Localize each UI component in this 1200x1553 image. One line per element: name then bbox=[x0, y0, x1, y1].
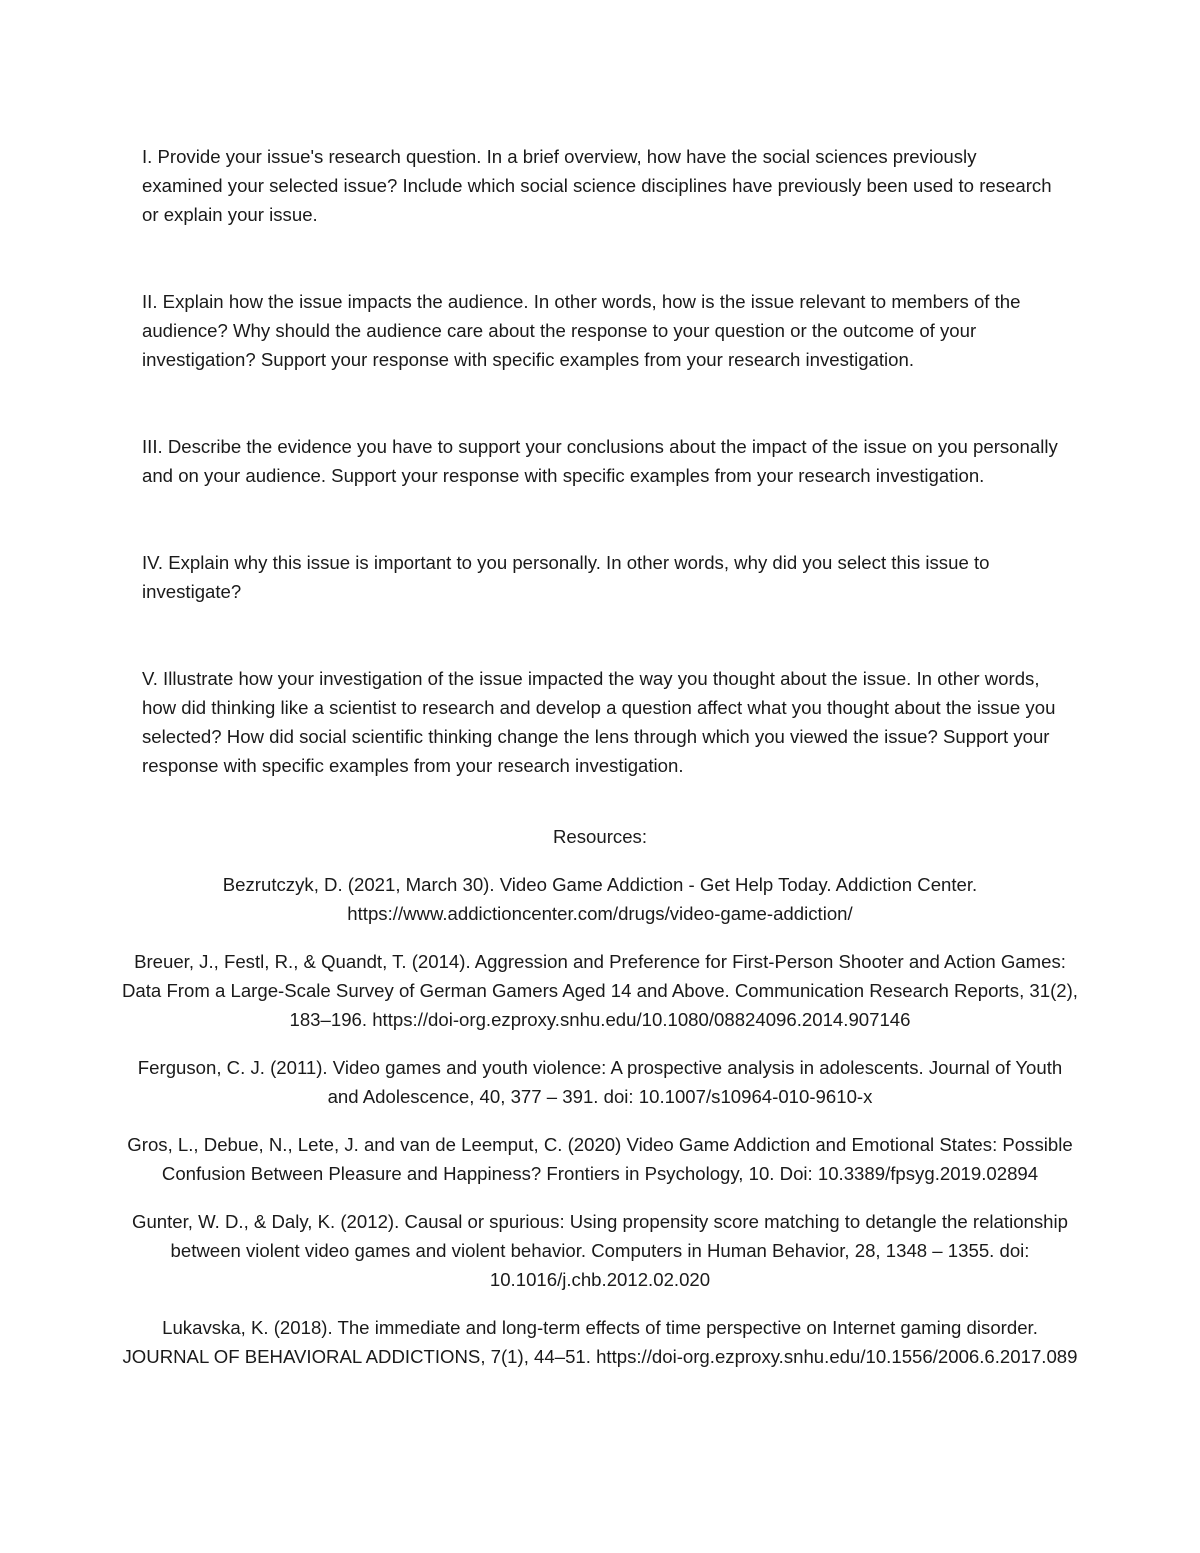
reference-entry: Lukavska, K. (2018). The immediate and long-term effects of time perspective on Internet gaming disorder. JOURNAL OF BEHAVIORAL ADDICTIONS, 7(1), 44–51. https://doi-org.ezproxy.snhu.edu/10.1556/2006.6.2017.089 bbox=[122, 1317, 1078, 1367]
question-5: V. Illustrate how your investigation of the issue impacted the way you thought about the issue. In other words, how did thinking like a scientist to research and develop a question affect what you thought about the issue you selected? How did social scientific thinking change the lens through which you viewed the issue? Support your response with specific examples from your research investigation. bbox=[142, 668, 1056, 776]
reference-entry: Gros, L., Debue, N., Lete, J. and van de Leemput, C. (2020) Video Game Addiction and Emotional States: Possible Confusion Between Pleasure and Happiness? Frontiers in Psychology, 10. Doi: 10.3389/fpsyg.2019.02894 bbox=[127, 1134, 1073, 1184]
reference-entry: Breuer, J., Festl, R., & Quandt, T. (2014). Aggression and Preference for First-Person Shooter and Action Games: Data From a Large-Scale Survey of German Gamers Aged 14 and Above. Communication Research Reports, 31(2), 183–196. https://doi-org.ezproxy.snhu.edu/10.1080/08824096.2014.907146 bbox=[122, 951, 1078, 1030]
question-2: II. Explain how the issue impacts the audience. In other words, how is the issue relevant to members of the audience? Why should the audience care about the response to your question or the outcome of your investigation? Support your response with specific examples from your research investigation. bbox=[142, 291, 1021, 370]
question-4: IV. Explain why this issue is important to you personally. In other words, why did you select this issue to investigate? bbox=[142, 552, 990, 602]
question-3: III. Describe the evidence you have to support your conclusions about the impact of the issue on you personally and on your audience. Support your response with specific examples from your research investigation. bbox=[142, 436, 1058, 486]
prompt-questions bbox=[142, 142, 1062, 794]
reference-entry: Gunter, W. D., & Daly, K. (2012). Causal or spurious: Using propensity score matching to detangle the relationship between violent video games and violent behavior. Computers in Human Behavior, 28, 1348 – 1355. doi: 10.1016/j.chb.2012.02.020 bbox=[131, 1211, 1068, 1290]
resources-heading: Resources: bbox=[552, 826, 648, 847]
question-1: I. Provide your issue's research question. In a brief overview, how have the social sciences previously examined your selected issue? Include which social science disciplines have previously been used to research or explain your issue. bbox=[142, 146, 1052, 225]
resources-section bbox=[120, 822, 1080, 1390]
reference-entry: Ferguson, C. J. (2011). Video games and youth violence: A prospective analysis in adolescents. Journal of Youth and Adolescence, 40, 377 – 391. doi: 10.1007/s10964-010-9610-x bbox=[137, 1057, 1063, 1107]
reference-entry: Bezrutczyk, D. (2021, March 30). Video Game Addiction - Get Help Today. Addiction Center. https://www.addictioncenter.com/drugs/video-game-addiction/ bbox=[222, 874, 978, 924]
